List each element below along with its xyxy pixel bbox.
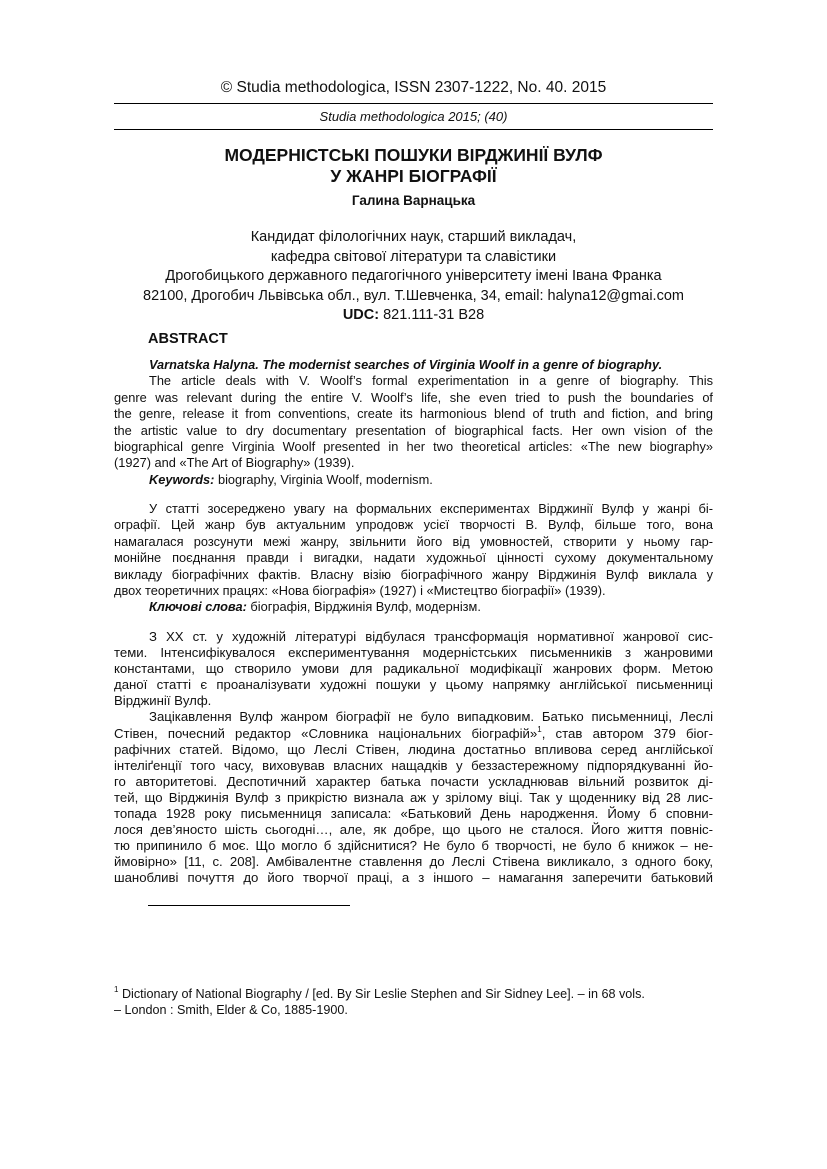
- body-text: [114, 629, 713, 887]
- abstract-line: genre was relevant during the entire V. Woolf’s life, she even tried to push the boundaries of: [114, 389, 713, 405]
- keywords-label: Keywords:: [149, 471, 215, 487]
- keywords-uk-value: біографія, Вірджинія Вулф, модернізм.: [246, 599, 481, 615]
- affiliation-line: кафедра світової літератури та славістики: [270, 248, 557, 265]
- body-line: З ХХ ст. у художній літературі відбулася трансформація нормативної жанрової сис-: [149, 629, 713, 644]
- keywords-line: [114, 472, 713, 488]
- abstract-heading: ABSTRACT: [148, 331, 228, 347]
- footnote-line: [114, 986, 713, 1002]
- body-line: теми. Інтенсифікувалося експериментування модерністських письменників з жанровими: [114, 645, 713, 661]
- body-line: го авторитетові. Деспотичний характер батька почасти ускладнював вільний розвиток ді-: [114, 773, 713, 789]
- abstract-line: the artistic value to dry documentary presentation of biographical facts. Her own vision of the: [114, 422, 713, 438]
- abstract-line: biographical genre Virginia Woolf presented in her two theoretical articles: «The new biography»: [114, 439, 713, 455]
- affiliation-line: Кандидат філологічних наук, старший викладач,: [250, 229, 577, 245]
- body-line: лося дев’яносто шість сьогодні…, але, як добре, що цього не сталося. Його життя повніс-: [114, 822, 713, 838]
- body-line: константами, що створило умови для радикальної модифікації жанрових форм. Метою: [114, 661, 713, 677]
- footnote-separator: [148, 905, 350, 906]
- body-line: ймовірно» [11, с. 208]. Амбівалентне ставлення до Леслі Стівена викликало, з одного боку,: [114, 854, 713, 870]
- body-line: тю припинило б моє. Що могло б здійснитися? Не було б творчості, не було б книжок – не-: [114, 838, 713, 854]
- footnote-text: Dictionary of National Biography / [ed. By Sir Leslie Stephen and Sir Sidney Lee]. – in 68 vols.: [118, 987, 645, 1001]
- udc-value: 821.111-31 В28: [379, 307, 485, 323]
- footnote-ref[interactable]: 1: [537, 725, 542, 734]
- body-line: [114, 726, 713, 742]
- article-title-line: У ЖАНРІ БІОГРАФІЇ: [330, 166, 497, 186]
- udc-label: UDC:: [342, 307, 380, 323]
- abstract-uk-line: двох теоретичних працях: «Нова біографія» (1927) і «Мистецтво біографії» (1939).: [114, 583, 606, 599]
- abstract-uk-line: ографії. Цей жанр був актуальним упродовж усієї творчості В. Вулф, більше того, вона: [114, 517, 713, 533]
- abstract-line: The article deals with V. Woolf’s formal experimentation in a genre of biography. This: [149, 373, 713, 389]
- abstract-uk-line: намагалася розсунути межі жанру, звільнити його від умовностей, створити у ньому гар-: [114, 533, 713, 549]
- body-line: тей, що Вірджинія Вулф з прикрістю визнала аж у зрілому віці. Так у щоденнику від 28 лис-: [114, 789, 713, 805]
- author-name: Галина Варнацька: [351, 193, 476, 208]
- journal-issue: Studia methodologica 2015; (40): [319, 109, 508, 124]
- body-line: інтеліґенції того часу, виховував власних нащадків у беззастережному підпорядкуванні йо-: [114, 757, 713, 773]
- abstract-uk-line: викладу біографічних фактів. Власну візію біографічного жанру Вірджинія Вулф виклала у: [114, 566, 713, 582]
- journal-copyright: © Studia methodologica, ISSN 2307-1222, No. 40. 2015: [220, 79, 607, 96]
- abstract-uk: [114, 501, 713, 616]
- abstract-uk-line: монійне поєднання правди і вигадки, надати художньої цінності сухому документальному: [114, 550, 713, 566]
- author-affiliation: [0, 228, 827, 326]
- abstract-uk-line: У статті зосереджено увагу на формальних експериментах Вірджинії Вулф у жанрі бі-: [149, 501, 713, 516]
- body-line: рафічних статей. Відомо, що Леслі Стівен, людина достатньо впливова серед англійської: [114, 741, 713, 757]
- footnote: [114, 986, 713, 1018]
- body-line: даної статті є проаналізувати художні пошуки у цьому напрямку англійської письменниці: [114, 677, 713, 693]
- body-line-part: , став автором 379 біог-: [541, 725, 713, 741]
- body-line-part: Стівен, почесний редактор «Словника національних біографій»: [114, 725, 538, 741]
- abstract-title-line: Varnatska Halyna. The modernist searches of Virginia Woolf in a genre of biography.: [149, 357, 663, 372]
- abstract-en: [114, 357, 713, 488]
- header-rule-bottom: [114, 129, 713, 130]
- body-line: топада 1928 року письменниця записала: «Батьковий День народження. Йому б сповни-: [114, 806, 713, 822]
- keywords-uk-line: [114, 599, 713, 615]
- footnote-line: – London : Smith, Elder & Co, 1885-1900.: [114, 1003, 348, 1017]
- article-title: [0, 145, 827, 187]
- header-rule-top: [114, 103, 713, 104]
- article-title-line: МОДЕРНІСТСЬКІ ПОШУКИ ВІРДЖИНІЇ ВУЛФ: [224, 145, 603, 165]
- body-line: Вірджинії Вулф.: [114, 693, 212, 709]
- keywords-uk-label: Ключові слова:: [149, 599, 247, 615]
- keywords-value: biography, Virginia Woolf, modernism.: [214, 471, 433, 487]
- affiliation-line: 82100, Дрогобич Львівська обл., вул. Т.Шевченка, 34, email: halyna12@gmai.com: [143, 287, 684, 304]
- footnote-marker: 1: [114, 985, 119, 994]
- udc-line: [0, 306, 827, 326]
- abstract-line: (1927) and «The Art of Biography» (1939).: [114, 455, 355, 471]
- affiliation-line: Дрогобицького державного педагогічного університету імені Івана Франка: [165, 268, 662, 284]
- body-line: шанобливі почуття до його творчої праці, а з іншого – намагання заперечити батьковий: [114, 870, 713, 886]
- abstract-line: the genre, release it from conventions, create its harmonious blend of truth and fiction, and bring: [114, 406, 713, 422]
- body-line: Зацікавлення Вулф жанром біографії не було випадковим. Батько письменниці, Леслі: [149, 709, 713, 725]
